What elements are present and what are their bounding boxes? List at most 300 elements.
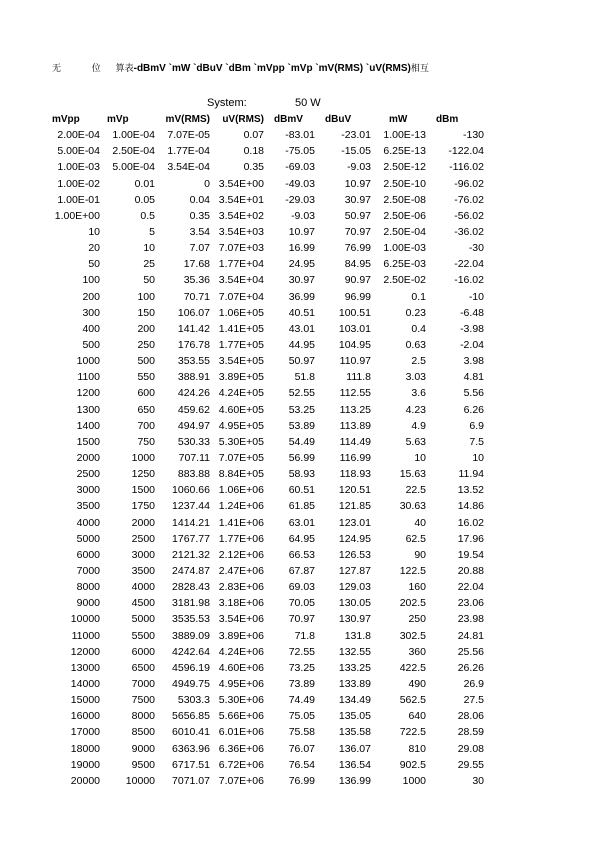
cell-mvpp: 1.00E-01 (57, 193, 100, 206)
cell-dbuv: 111.8 (346, 371, 371, 384)
cell-mvp: 8500 (131, 726, 155, 739)
table-row (50, 450, 486, 466)
cell-mvrms: 6363.96 (172, 742, 210, 755)
cell-dbmv: -49.03 (285, 177, 315, 190)
cell-mvrms: 3.54 (189, 226, 210, 239)
table-row (50, 434, 486, 450)
cell-uvrms: 3.18E+06 (218, 597, 264, 610)
cell-dbm: 6.9 (469, 419, 484, 432)
cell-mvpp: 19000 (70, 758, 100, 771)
cell-dbm: 23.06 (457, 597, 484, 610)
cell-mvp: 600 (137, 387, 155, 400)
cell-mw: 2.50E-12 (383, 161, 426, 174)
cell-mvrms: 424.26 (177, 387, 210, 400)
cell-mvrms: 353.55 (177, 355, 210, 368)
cell-dbuv: 120.51 (338, 484, 371, 497)
cell-dbmv: -29.03 (285, 193, 315, 206)
cell-uvrms: 1.77E+05 (218, 339, 264, 352)
cell-dbm: -10 (468, 290, 484, 303)
cell-mvp: 700 (137, 419, 155, 432)
cell-mw: 2.50E-08 (383, 193, 426, 206)
cell-dbm: 23.98 (457, 613, 484, 626)
cell-dbmv: 40.51 (288, 306, 315, 319)
cell-mvpp: 2.00E-04 (57, 129, 100, 142)
cell-mvp: 25 (143, 258, 155, 271)
cell-uvrms: 7.07E+05 (218, 452, 264, 465)
cell-dbm: 11.94 (458, 468, 484, 481)
table-row (50, 547, 486, 563)
cell-mw: 302.5 (399, 629, 426, 642)
cell-mvrms: 1767.77 (172, 532, 210, 545)
cell-mw: 640 (408, 710, 426, 723)
cell-mvpp: 500 (82, 339, 100, 352)
title-char-1: 无 (52, 64, 62, 74)
cell-dbuv: 134.49 (338, 694, 371, 707)
cell-mvpp: 400 (82, 322, 100, 335)
cell-mw: 10 (414, 452, 426, 465)
cell-mvrms: 35.36 (183, 274, 210, 287)
col-header-mvp: mVp (107, 113, 129, 125)
table-body (50, 127, 486, 789)
cell-mvrms: 6717.51 (172, 758, 210, 771)
col-header-dbmv: dBmV (274, 113, 303, 125)
cell-mvp: 5500 (131, 629, 155, 642)
cell-mvrms: 3535.53 (172, 613, 210, 626)
cell-mvrms: 707.11 (178, 452, 210, 465)
cell-dbmv: 24.95 (288, 258, 315, 271)
cell-dbm: 3.98 (463, 355, 484, 368)
cell-uvrms: 1.41E+06 (218, 516, 264, 529)
table-row (50, 498, 486, 514)
cell-mvrms: 1060.66 (172, 484, 210, 497)
cell-mw: 490 (408, 677, 426, 690)
cell-dbm: -122.04 (448, 145, 484, 158)
cell-mvpp: 11000 (71, 629, 100, 642)
table-row (50, 321, 486, 337)
cell-dbm: 24.81 (457, 629, 484, 642)
cell-uvrms: 6.72E+06 (218, 758, 264, 771)
cell-mvrms: 3.54E-04 (167, 161, 210, 174)
table-row (50, 159, 486, 175)
cell-uvrms: 6.36E+06 (218, 742, 264, 755)
cell-uvrms: 4.24E+05 (218, 387, 264, 400)
cell-mvp: 1000 (131, 452, 155, 465)
cell-mvpp: 1100 (77, 371, 100, 384)
header-row (50, 111, 486, 127)
cell-uvrms: 5.30E+05 (218, 435, 264, 448)
cell-mvrms: 0 (204, 177, 210, 190)
cell-uvrms: 1.06E+05 (218, 306, 264, 319)
table-row (50, 644, 486, 660)
table-row (50, 337, 486, 353)
cell-dbmv: 44.95 (288, 339, 315, 352)
cell-dbuv: -15.05 (341, 145, 371, 158)
cell-uvrms: 6.01E+06 (218, 726, 264, 739)
cell-mvp: 3000 (131, 548, 155, 561)
cell-mvp: 4000 (131, 581, 155, 594)
cell-dbm: 28.59 (457, 726, 484, 739)
title-unit: -dBmV (133, 63, 166, 74)
cell-mvpp: 15000 (70, 694, 100, 707)
cell-mvpp: 1300 (76, 403, 100, 416)
title-unit: `mW (168, 63, 191, 74)
col-header-mw: mW (389, 113, 408, 125)
cell-uvrms: 3.54E+01 (218, 193, 264, 206)
cell-dbuv: 135.05 (338, 710, 371, 723)
cell-uvrms: 0.18 (243, 145, 264, 158)
table-row (50, 240, 486, 256)
cell-dbuv: 104.95 (338, 339, 371, 352)
cell-dbmv: 73.89 (288, 677, 315, 690)
cell-dbuv: -23.01 (341, 129, 371, 142)
cell-mvpp: 1500 (76, 435, 100, 448)
cell-uvrms: 3.54E+06 (218, 613, 264, 626)
cell-uvrms: 3.54E+05 (218, 355, 264, 368)
title-unit: `mV(RMS) (315, 63, 364, 74)
cell-mvp: 50 (143, 274, 155, 287)
cell-mvp: 6000 (131, 645, 155, 658)
title-char-3: 算表 (115, 64, 134, 74)
cell-dbmv: 71.8 (294, 629, 315, 642)
cell-dbuv: 30.97 (344, 193, 371, 206)
cell-mvp: 4500 (131, 597, 155, 610)
cell-mvpp: 10000 (70, 613, 100, 626)
cell-mw: 0.1 (411, 290, 426, 303)
cell-dbuv: 123.01 (338, 516, 371, 529)
cell-mvpp: 50 (88, 258, 100, 271)
cell-mvrms: 388.91 (177, 371, 210, 384)
cell-dbmv: 10.97 (288, 226, 315, 239)
cell-dbmv: 52.55 (288, 387, 315, 400)
cell-dbm: 19.54 (457, 548, 484, 561)
cell-uvrms: 2.12E+06 (218, 548, 264, 561)
cell-dbm: -36.02 (454, 226, 484, 239)
cell-dbm: -96.02 (454, 177, 484, 190)
cell-mw: 2.5 (411, 355, 426, 368)
cell-dbmv: -69.03 (285, 161, 315, 174)
cell-mw: 3.03 (405, 371, 426, 384)
cell-mvrms: 494.97 (177, 419, 210, 432)
cell-mw: 4.9 (411, 419, 426, 432)
cell-mvp: 0.05 (134, 193, 155, 206)
cell-mvrms: 0.04 (189, 193, 210, 206)
cell-dbmv: 51.8 (294, 371, 315, 384)
table-row (50, 595, 486, 611)
cell-dbmv: 50.97 (288, 355, 315, 368)
cell-dbmv: 56.99 (288, 452, 315, 465)
cell-mvpp: 1.00E-02 (57, 177, 100, 190)
cell-mw: 6.25E-03 (383, 258, 426, 271)
cell-mw: 2.50E-06 (383, 209, 426, 222)
cell-mvp: 0.01 (134, 177, 155, 190)
cell-dbmv: 53.89 (288, 419, 315, 432)
cell-mvp: 550 (137, 371, 155, 384)
title-unit: `dBm (225, 63, 251, 74)
cell-mvrms: 4596.19 (172, 661, 210, 674)
title-unit: `uV(RMS) (365, 63, 411, 74)
cell-dbmv: 72.55 (288, 645, 315, 658)
cell-dbuv: 130.05 (338, 597, 371, 610)
cell-mvrms: 7.07 (189, 242, 210, 255)
cell-mvpp: 20000 (70, 774, 100, 787)
cell-mvp: 150 (137, 306, 155, 319)
cell-uvrms: 0.35 (243, 161, 264, 174)
cell-dbuv: 126.53 (338, 548, 371, 561)
cell-mvp: 9000 (131, 742, 155, 755)
cell-mvp: 750 (137, 435, 155, 448)
cell-dbm: -22.04 (454, 258, 484, 271)
cell-dbuv: 110.97 (339, 355, 371, 368)
cell-dbmv: 75.05 (288, 710, 315, 723)
cell-mvp: 6500 (131, 661, 155, 674)
cell-dbuv: 103.01 (338, 322, 371, 335)
cell-mvpp: 16000 (70, 710, 100, 723)
cell-dbm: 29.55 (457, 758, 484, 771)
page-title (52, 61, 429, 74)
cell-mvp: 5000 (131, 613, 155, 626)
cell-mvp: 0.5 (140, 209, 155, 222)
cell-dbuv: 70.97 (344, 226, 371, 239)
cell-mvpp: 2500 (76, 468, 100, 481)
cell-dbmv: 43.01 (288, 322, 315, 335)
cell-mvrms: 2474.87 (172, 565, 210, 577)
cell-dbm: 6.26 (463, 403, 484, 416)
cell-dbuv: 96.99 (344, 290, 371, 303)
cell-mw: 5.63 (405, 435, 426, 448)
cell-uvrms: 4.60E+05 (218, 403, 264, 416)
cell-dbmv: -75.05 (285, 145, 315, 158)
cell-uvrms: 1.06E+06 (218, 484, 264, 497)
cell-mvp: 2.50E-04 (112, 145, 155, 158)
cell-dbm: 25.56 (457, 645, 484, 658)
table-row (50, 660, 486, 676)
cell-uvrms: 3.89E+06 (218, 629, 264, 642)
cell-mw: 40 (414, 516, 426, 529)
cell-mw: 810 (408, 742, 426, 755)
cell-dbm: 27.5 (463, 694, 484, 707)
cell-dbuv: 114.49 (339, 435, 371, 448)
cell-mw: 160 (408, 581, 426, 594)
cell-mvrms: 1.77E-04 (167, 145, 210, 158)
cell-mw: 722.5 (399, 726, 426, 739)
cell-dbm: 16.02 (457, 516, 484, 529)
title-char-2: 位 (91, 64, 101, 74)
cell-mw: 3.6 (411, 387, 426, 400)
table-row (50, 757, 486, 773)
cell-dbm: 17.96 (457, 532, 484, 545)
cell-mvp: 5 (149, 226, 155, 239)
cell-mvrms: 2121.32 (172, 548, 210, 561)
table-row (50, 369, 486, 385)
cell-mvpp: 2000 (76, 452, 100, 465)
cell-dbmv: 63.01 (288, 516, 315, 529)
cell-mvpp: 3500 (76, 500, 100, 513)
cell-mw: 0.23 (405, 306, 426, 319)
cell-dbuv: -9.03 (347, 161, 371, 174)
cell-mvpp: 17000 (70, 726, 100, 739)
cell-dbm: 20.88 (457, 565, 484, 577)
cell-mvpp: 12000 (70, 645, 100, 658)
cell-dbm: 4.81 (463, 371, 484, 384)
cell-mvrms: 1414.21 (172, 516, 210, 529)
cell-dbuv: 135.58 (338, 726, 371, 739)
cell-dbm: -16.02 (454, 274, 484, 287)
cell-uvrms: 4.95E+05 (218, 419, 264, 432)
cell-dbm: 28.06 (457, 710, 484, 723)
cell-mvrms: 3889.09 (172, 629, 210, 642)
cell-dbmv: 66.53 (288, 548, 315, 561)
cell-mw: 122.5 (399, 565, 426, 577)
col-header-dbm: dBm (436, 113, 459, 125)
cell-dbuv: 90.97 (344, 274, 371, 287)
cell-dbuv: 127.87 (338, 565, 371, 577)
table-row (50, 579, 486, 595)
cell-mvpp: 7000 (76, 565, 100, 577)
cell-mw: 62.5 (405, 532, 426, 545)
cell-dbm: 26.9 (463, 677, 484, 690)
cell-mvrms: 7.07E-05 (167, 129, 210, 142)
cell-uvrms: 7.07E+03 (218, 242, 264, 255)
cell-mvp: 8000 (131, 710, 155, 723)
cell-dbm: -2.04 (460, 339, 484, 352)
table-row (50, 708, 486, 724)
cell-mvrms: 17.68 (183, 258, 210, 271)
cell-dbmv: 67.87 (288, 565, 315, 577)
cell-dbmv: 76.07 (288, 742, 315, 755)
table-row (50, 628, 486, 644)
table-row (50, 192, 486, 208)
cell-dbmv: 60.51 (288, 484, 315, 497)
cell-uvrms: 1.41E+05 (218, 322, 264, 335)
cell-mvrms: 70.71 (183, 290, 210, 303)
cell-dbmv: 69.03 (288, 581, 315, 594)
cell-dbuv: 112.55 (339, 387, 371, 400)
cell-dbuv: 136.07 (338, 742, 371, 755)
cell-mvrms: 1237.44 (172, 500, 210, 513)
cell-mvp: 7500 (131, 694, 155, 707)
cell-dbuv: 129.03 (338, 581, 371, 594)
cell-dbuv: 121.85 (338, 500, 371, 513)
cell-dbmv: 58.93 (288, 468, 315, 481)
cell-uvrms: 3.54E+04 (218, 274, 264, 287)
cell-mvp: 200 (137, 322, 155, 335)
cell-mvrms: 141.42 (177, 322, 210, 335)
cell-dbm: -116.02 (449, 161, 484, 174)
cell-mvpp: 9000 (76, 597, 100, 610)
cell-mw: 360 (408, 645, 426, 658)
table-row (50, 224, 486, 240)
cell-dbm: 14.86 (457, 500, 484, 513)
cell-mw: 0.63 (405, 339, 426, 352)
cell-mvpp: 4000 (76, 516, 100, 529)
cell-uvrms: 4.95E+06 (218, 677, 264, 690)
cell-dbmv: 16.99 (288, 242, 315, 255)
cell-dbmv: 76.99 (288, 774, 315, 787)
cell-mvrms: 106.07 (177, 306, 210, 319)
cell-mvpp: 10 (88, 226, 100, 239)
table-row (50, 385, 486, 401)
cell-dbuv: 136.54 (338, 758, 371, 771)
title-suffix: 相互 (410, 64, 429, 74)
cell-mw: 1000 (402, 774, 426, 787)
cell-dbuv: 113.89 (339, 419, 371, 432)
table-row (50, 143, 486, 159)
cell-mvpp: 5000 (76, 532, 100, 545)
cell-mw: 6.25E-13 (383, 145, 426, 158)
col-header-mvrms: mV(RMS) (165, 113, 210, 125)
cell-mw: 902.5 (399, 758, 426, 771)
cell-mw: 30.63 (399, 500, 426, 513)
cell-mvp: 5.00E-04 (112, 161, 155, 174)
cell-mvrms: 883.88 (177, 468, 210, 481)
cell-mvrms: 4242.64 (172, 645, 210, 658)
cell-dbm: -56.02 (454, 209, 484, 222)
cell-mvpp: 13000 (70, 661, 100, 674)
cell-mw: 15.63 (399, 468, 426, 481)
table-row (50, 305, 486, 321)
cell-mvp: 7000 (131, 677, 155, 690)
cell-dbuv: 10.97 (344, 177, 371, 190)
cell-mvrms: 4949.75 (172, 677, 210, 690)
cell-mvp: 10 (143, 242, 155, 255)
table-row (50, 724, 486, 740)
cell-dbmv: 76.54 (288, 758, 315, 771)
cell-dbuv: 76.99 (344, 242, 371, 255)
cell-mvp: 650 (137, 403, 155, 416)
cell-mw: 422.5 (399, 661, 426, 674)
cell-uvrms: 1.77E+06 (218, 532, 264, 545)
cell-mvp: 2000 (131, 516, 155, 529)
cell-mw: 22.5 (405, 484, 426, 497)
cell-mvpp: 8000 (76, 581, 100, 594)
cell-mvrms: 3181.98 (172, 597, 210, 610)
table-row (50, 611, 486, 627)
cell-mvp: 1250 (131, 468, 155, 481)
cell-uvrms: 5.66E+06 (218, 710, 264, 723)
cell-mvp: 9500 (131, 758, 155, 771)
cell-dbm: 10 (472, 452, 484, 465)
cell-dbmv: -83.01 (285, 129, 315, 142)
cell-mw: 2.50E-02 (383, 274, 426, 287)
cell-mvpp: 1.00E+00 (54, 209, 100, 222)
cell-dbuv: 124.95 (338, 532, 371, 545)
cell-mvrms: 6010.41 (172, 726, 210, 739)
cell-dbuv: 100.51 (338, 306, 371, 319)
table-row (50, 563, 486, 579)
cell-dbuv: 84.95 (344, 258, 371, 271)
cell-dbuv: 118.93 (339, 468, 371, 481)
cell-dbmv: 36.99 (288, 290, 315, 303)
cell-dbm: 13.52 (457, 484, 484, 497)
cell-mw: 2.50E-04 (383, 226, 426, 239)
cell-mvrms: 2828.43 (172, 581, 210, 594)
cell-mvrms: 0.35 (189, 209, 210, 222)
cell-mvpp: 18000 (70, 742, 100, 755)
cell-dbuv: 50.97 (344, 209, 371, 222)
cell-dbmv: 70.97 (288, 613, 315, 626)
cell-dbuv: 133.89 (338, 677, 371, 690)
table-row (50, 418, 486, 434)
table-row (50, 272, 486, 288)
cell-dbmv: -9.03 (291, 209, 315, 222)
cell-mw: 0.4 (411, 322, 426, 335)
cell-mvpp: 100 (82, 274, 100, 287)
cell-dbm: 7.5 (469, 435, 484, 448)
cell-mvrms: 176.78 (177, 339, 210, 352)
cell-mvpp: 1.00E-03 (57, 161, 100, 174)
cell-mvpp: 14000 (70, 677, 100, 690)
col-header-uvrms: uV(RMS) (222, 113, 264, 125)
